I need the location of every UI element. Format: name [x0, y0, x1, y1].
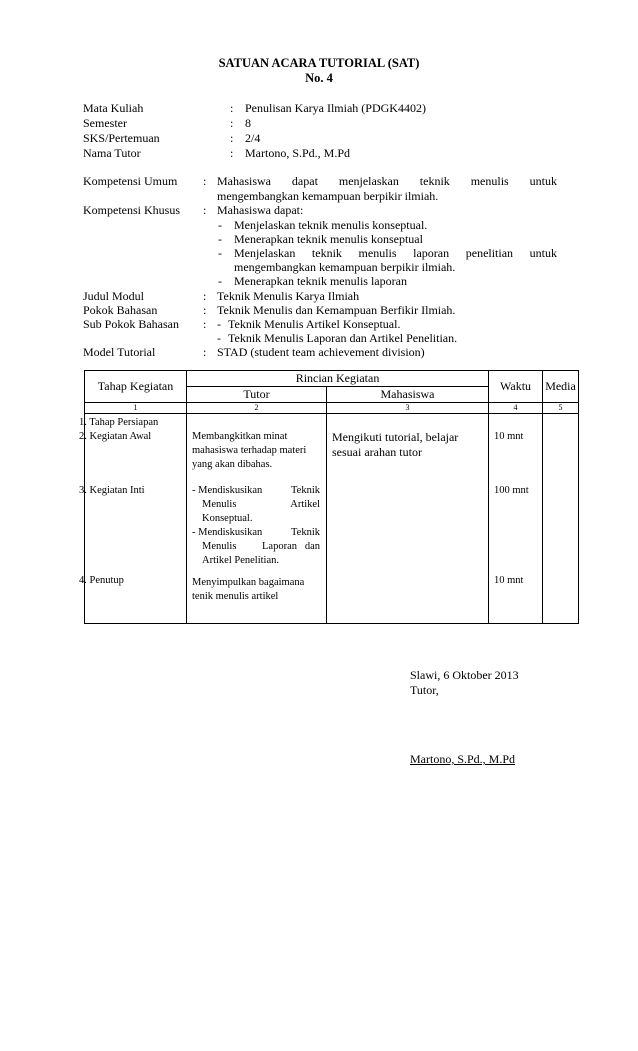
semester-value: 8	[245, 116, 251, 130]
sks-value: 2/4	[245, 131, 261, 145]
header-media: Media	[543, 371, 579, 403]
mahasiswa-awal-line2: sesuai arahan tutor	[332, 445, 422, 459]
column-number: 4	[489, 403, 543, 414]
kompetensi-khusus-item-4: Menerapkan teknik menulis laporan	[234, 274, 407, 288]
table-header-row	[85, 371, 579, 387]
colon: :	[203, 303, 207, 317]
sub-pokok-bahasan-item-1: Teknik Menulis Artikel Konseptual.	[228, 317, 401, 331]
header-tahap-kegiatan: Tahap Kegiatan	[85, 371, 187, 403]
list-dash: -	[217, 317, 221, 331]
tutor-penutup-line1: Menyimpulkan bagaimana	[192, 577, 305, 588]
tahap-persiapan: 1. Tahap Persiapan	[79, 417, 159, 428]
colon: :	[203, 345, 207, 359]
kompetensi-umum-line2: mengembangkan kemampuan berpikir ilmiah.	[217, 189, 439, 203]
judul-modul-label: Judul Modul	[83, 289, 145, 303]
media-cell	[543, 414, 579, 624]
model-tutorial-label: Model Tutorial	[83, 345, 156, 359]
list-dash: -	[218, 218, 222, 232]
kompetensi-khusus-item-3-cont: mengembangkan kemampuan berpikir ilmiah.	[234, 260, 456, 274]
kompetensi-khusus-item-1: Menjelaskan teknik menulis konseptual.	[234, 218, 428, 232]
colon: :	[203, 174, 207, 188]
kompetensi-khusus-item-2: Menerapkan teknik menulis konseptual	[234, 232, 423, 246]
header-waktu: Waktu	[489, 371, 543, 403]
kompetensi-khusus-intro: Mahasiswa dapat:	[217, 203, 304, 217]
semester-label: Semester	[83, 116, 127, 130]
waktu-awal: 10 mnt	[494, 431, 524, 442]
mata-kuliah-label: Mata Kuliah	[83, 101, 144, 115]
sub-pokok-bahasan-item-2: Teknik Menulis Laporan dan Artikel Penelitian.	[228, 331, 458, 345]
mata-kuliah-value: Penulisan Karya Ilmiah (PDGK4402)	[245, 101, 426, 115]
tutor-inti-2-a: - Mendiskusikan	[192, 527, 263, 538]
tutor-inti-2-e: dan	[304, 541, 320, 552]
tahap-penutup: 4. Penutup	[79, 575, 124, 586]
sks-label: SKS/Pertemuan	[83, 131, 160, 145]
signature-place-date: Slawi, 6 Oktober 2013	[410, 668, 519, 682]
nama-tutor-label: Nama Tutor	[83, 146, 141, 160]
list-dash: -	[218, 246, 222, 260]
mahasiswa-awal-line1: Mengikuti tutorial, belajar	[332, 430, 459, 444]
list-dash: -	[218, 274, 222, 288]
signature-name: Martono, S.Pd., M.Pd	[410, 752, 516, 766]
nama-tutor-value: Martono, S.Pd., M.Pd	[245, 146, 351, 160]
tahap-kegiatan-inti: 3. Kegiatan Inti	[79, 485, 145, 496]
table-row	[85, 414, 579, 624]
tahap-cell	[79, 414, 187, 624]
column-number: 5	[543, 403, 579, 414]
kompetensi-khusus-item-3: Menjelaskan teknik menulis laporan penelitian untuk	[234, 246, 557, 260]
colon: :	[230, 101, 234, 115]
tutor-penutup-line2: tenik menulis artikel	[192, 591, 279, 602]
pokok-bahasan-label: Pokok Bahasan	[83, 303, 158, 317]
colon: :	[230, 116, 234, 130]
tutor-awal-line2: mahasiswa terhadap materi	[192, 445, 307, 456]
kompetensi-umum-line1: Mahasiswa dapat menjelaskan teknik menulis untuk	[217, 174, 557, 188]
tutor-inti-2-c: Menulis	[202, 541, 237, 552]
kompetensi-khusus-label: Kompetensi Khusus	[83, 203, 180, 217]
pokok-bahasan-value: Teknik Menulis dan Kemampuan Berfikir Ilmiah.	[217, 303, 456, 317]
column-number: 1	[85, 403, 187, 414]
table-column-number-row	[85, 403, 579, 414]
model-tutorial-value: STAD (student team achievement division)	[217, 345, 425, 359]
waktu-cell	[489, 414, 543, 624]
colon: :	[203, 317, 207, 331]
tutorial-table	[79, 370, 579, 624]
colon: :	[203, 289, 207, 303]
tutor-awal-line1: Membangkitkan minat	[192, 431, 288, 442]
sub-pokok-bahasan-label: Sub Pokok Bahasan	[83, 317, 179, 331]
tutor-awal-line3: yang akan dibahas.	[192, 459, 273, 470]
tutor-inti-2-d: Laporan	[262, 541, 297, 552]
document-title: SATUAN ACARA TUTORIAL (SAT)	[218, 56, 420, 70]
tutor-inti-1-a: - Mendiskusikan	[192, 485, 263, 496]
colon: :	[203, 203, 207, 217]
mahasiswa-cell	[327, 414, 489, 624]
list-dash: -	[217, 331, 221, 345]
signature-role: Tutor,	[410, 683, 439, 697]
column-number: 3	[327, 403, 489, 414]
tutor-inti-1-d: Artikel	[290, 499, 320, 510]
tutor-inti-1-b: Teknik	[290, 485, 320, 496]
list-dash: -	[218, 232, 222, 246]
column-number: 2	[187, 403, 327, 414]
colon: :	[230, 146, 234, 160]
colon: :	[230, 131, 234, 145]
waktu-penutup: 10 mnt	[494, 575, 524, 586]
document-number: No. 4	[305, 71, 333, 85]
tahap-kegiatan-awal: 2. Kegiatan Awal	[79, 431, 152, 442]
tutor-inti-1-e: Konseptual.	[202, 513, 253, 524]
waktu-inti: 100 mnt	[494, 485, 529, 496]
tutor-inti-2-b: Teknik	[290, 527, 320, 538]
kompetensi-umum-label: Kompetensi Umum	[83, 174, 178, 188]
judul-modul-value: Teknik Menulis Karya Ilmiah	[217, 289, 360, 303]
header-rincian-kegiatan: Rincian Kegiatan	[187, 371, 489, 387]
header-tutor: Tutor	[187, 387, 327, 403]
tutor-cell	[187, 414, 327, 624]
header-mahasiswa: Mahasiswa	[327, 387, 489, 403]
tutor-inti-1-c: Menulis	[202, 499, 237, 510]
tutor-inti-2-f: Artikel Penelitian.	[202, 555, 279, 566]
